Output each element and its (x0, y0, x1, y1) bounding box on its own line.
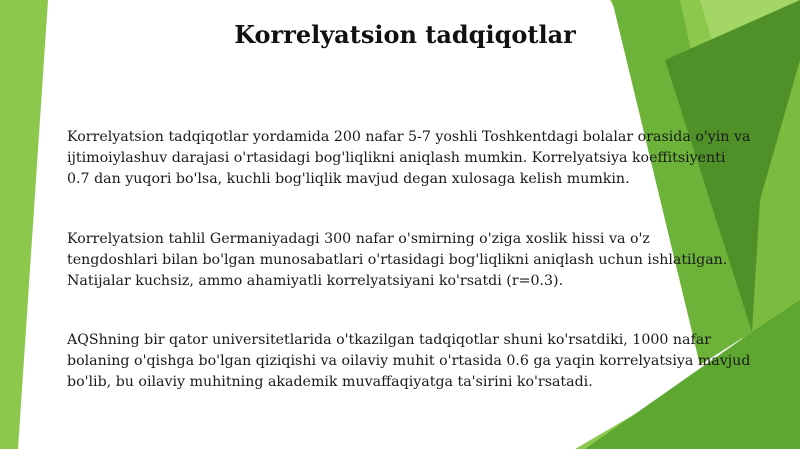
paragraph-1: Korrelyatsion tadqiqotlar yordamida 200 nafar 5-7 yoshli Toshkentdagi bolalar orasida o'yin va ijtimoiylashuv darajasi o'rtasidagi bog'liqlikni aniqlash mumkin. Korrelyatsiya koeffitsiyenti 0.7 dan yuqori bo'lsa, kuchli bog'liqlik mavjud degan xulosaga kelish mumkin. (67, 129, 751, 187)
slide-title: Korrelyatsion tadqiqotlar (234, 20, 576, 49)
paragraph-3: AQShning bir qator universitetlarida o'tkazilgan tadqiqotlar shuni ko'rsatdiki, 1000 nafar bolaning o'qishga bo'lgan qiziqishi va oilaviy muhit o'rtasida 0.6 ga yaqin korrelyatsiya mavjud bo'lib, bu oilaviy muhitning akademik muvaffaqiyatga ta'sirini ko'rsatadi. (67, 332, 751, 390)
paragraph-2: Korrelyatsion tahlil Germaniyadagi 300 nafar o'smirning o'ziga xoslik hissi va o'z tengdoshlari bilan bo'lgan munosabatlari o'rtasidagi bog'liqlikni aniqlash uchun ishlatilgan. Natijalar kuchsiz, ammo ahamiyatli korrelyatsiyani ko'rsatdi (r=0.3). (67, 231, 728, 289)
left-green-bar (0, 0, 48, 449)
